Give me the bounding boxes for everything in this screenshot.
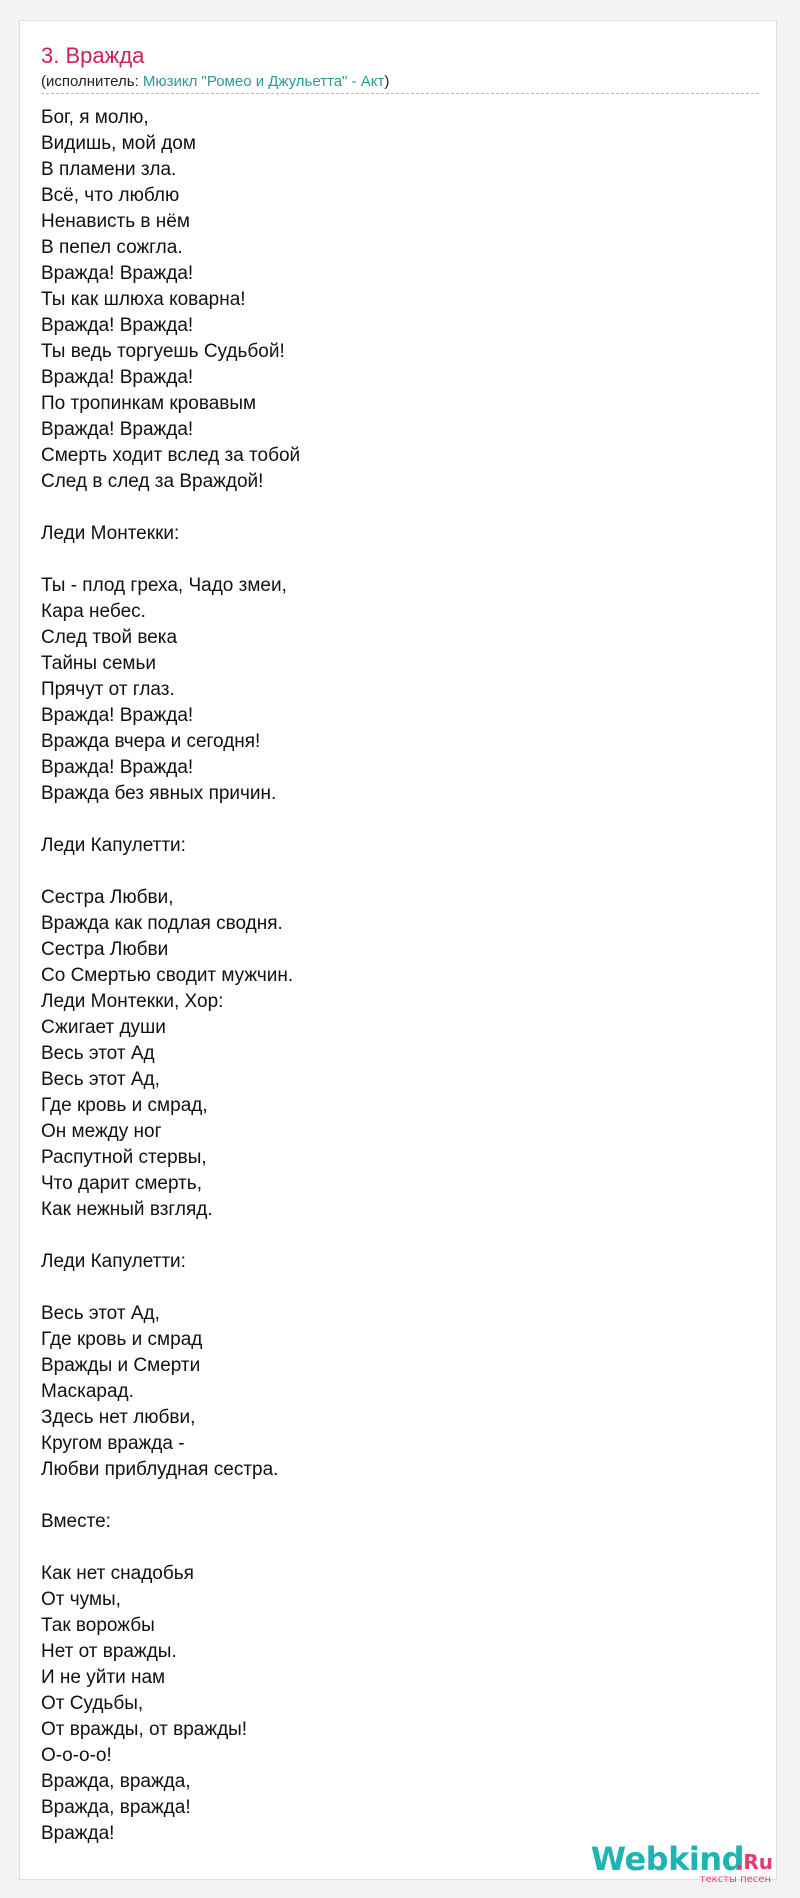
lyrics-line: Вражда! [41,1823,115,1844]
lyrics-line: И не уйти нам [41,1667,166,1688]
logo-tagline: тексты песен [699,1874,771,1885]
lyrics-line: Бог, я молю, [41,107,149,128]
lyrics-line: Ты - плод греха, Чадо змеи, [41,575,287,596]
lyrics-line: Вражда, вражда! [41,1797,191,1818]
lyrics-line: Он между ног [41,1121,162,1142]
lyrics-line: Леди Капулетти: [41,835,186,856]
lyrics-line: Всё, что люблю [41,185,180,206]
lyrics-line: Сестра Любви, [41,887,174,908]
lyrics-line: Как нет снадобья [41,1563,194,1584]
lyrics-line: Со Смертью сводит мужчин. [41,965,294,986]
lyrics-line: Сжигает души [41,1017,166,1038]
lyrics-line: Вражда вчера и сегодня! [41,731,261,752]
lyrics-line: Вражда! Вражда! [41,315,194,336]
lyrics-line: Тайны семьи [41,653,157,674]
lyrics-line: Вражда! Вражда! [41,757,194,778]
lyrics-line: Ты как шлюха коварна! [41,289,246,310]
lyrics-line: Ты ведь торгуешь Судьбой! [41,341,285,362]
lyrics-line: От Судьбы, [41,1693,144,1714]
lyrics-text [41,105,741,1847]
artist-byline [41,73,759,91]
divider [41,93,759,94]
lyrics-blank-line [41,495,741,521]
lyrics-line: Вражда без явных причин. [41,783,277,804]
byline-suffix: ) [384,73,390,90]
lyrics-line: Что дарит смерть, [41,1173,202,1194]
byline-prefix: (исполнитель: [41,73,143,90]
artist-link[interactable]: Мюзикл "Ромео и Джульетта" - Акт [142,73,385,90]
lyrics-line: Маскарад. [41,1381,134,1402]
lyrics-line: Вражда! Вражда! [41,419,194,440]
lyrics-blank-line [41,547,741,573]
lyrics-blank-line [41,807,741,833]
lyrics-line: Вражда как подлая сводня. [41,913,283,934]
lyrics-line: Весь этот Ад, [41,1069,160,1090]
lyrics-line: Где кровь и смрад [41,1329,203,1350]
lyrics-line: Весь этот Ад, [41,1303,160,1324]
logo-domain: .Ru [735,1850,773,1874]
lyrics-line: Вражда! Вражда! [41,263,194,284]
lyrics-line: Кругом вражда - [41,1433,185,1454]
lyrics-line: Леди Монтекки, Хор: [41,991,224,1012]
lyrics-line: В пламени зла. [41,159,177,180]
logo-wordmark: Webkind [590,1840,744,1878]
lyrics-line: Где кровь и смрад, [41,1095,208,1116]
lyrics-blank-line [41,1275,741,1301]
lyrics-line: След в след за Враждой! [41,471,264,492]
lyrics-line: Ненависть в нём [41,211,190,232]
lyrics-line: Вражда, вражда, [41,1771,191,1792]
lyrics-blank-line [41,1535,741,1561]
lyrics-line: След твой века [41,627,178,648]
lyrics-line: Вместе: [41,1511,111,1532]
lyrics-line: О-о-о-о! [41,1745,112,1766]
lyrics-line: Так ворожбы [41,1615,155,1636]
lyrics-blank-line [41,1223,741,1249]
lyrics-line: Любви приблудная сестра. [41,1459,279,1480]
lyrics-line: Вражда! Вражда! [41,705,194,726]
lyrics-line: Прячут от глаз. [41,679,175,700]
lyrics-line: От вражды, от вражды! [41,1719,248,1740]
lyrics-line: Нет от вражды. [41,1641,177,1662]
lyrics-line: Вражды и Смерти [41,1355,201,1376]
lyrics-line: Вражда! Вражда! [41,367,194,388]
lyrics-line: Распутной стервы, [41,1147,207,1168]
lyrics-line: Сестра Любви [41,939,169,960]
webkind-logo[interactable] [553,1840,773,1885]
lyrics-line: Леди Монтекки: [41,523,180,544]
lyrics-line: По тропинкам кровавым [41,393,257,414]
lyrics-line: Леди Капулетти: [41,1251,186,1272]
lyrics-blank-line [41,859,741,885]
lyrics-line: Весь этот Ад [41,1043,155,1064]
lyrics-line: Видишь, мой дом [41,133,196,154]
lyrics-line: Здесь нет любви, [41,1407,196,1428]
lyrics-line: От чумы, [41,1589,121,1610]
lyrics-line: Как нежный взгляд. [41,1199,213,1220]
lyrics-line: Смерть ходит вслед за тобой [41,445,301,466]
lyrics-line: В пепел сожгла. [41,237,183,258]
song-title: 3. Вражда [41,43,145,68]
lyrics-line: Кара небес. [41,601,146,622]
lyrics-blank-line [41,1483,741,1509]
